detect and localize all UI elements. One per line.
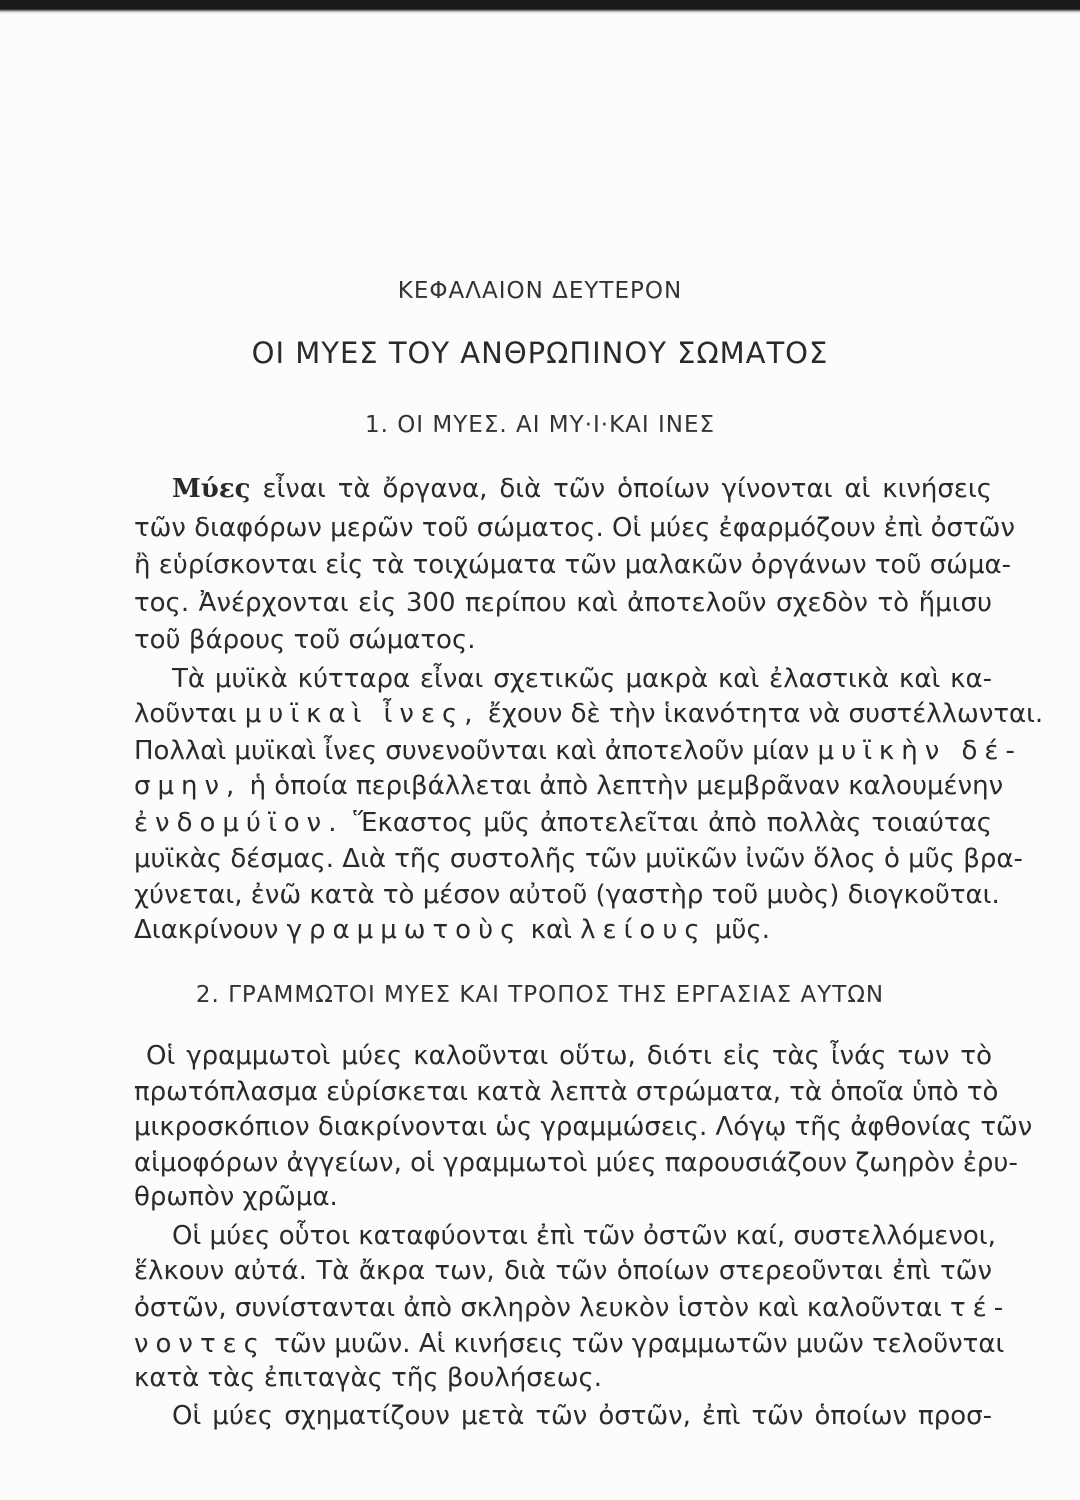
- text-line: τος. Ἀνέρχονται εἰς 300 περίπου καὶ ἀποτελοῦν σχεδὸν τὸ ἥμισυ: [134, 588, 992, 618]
- text-line: Πολλαὶ μυϊκαὶ ἶνες συνενοῦνται καὶ ἀποτελοῦν μίαν μυϊκὴν δέ-: [134, 736, 1022, 766]
- spaced-term: μυϊκαὶ ἶνες,: [244, 699, 480, 729]
- text-line: ἢ εὑρίσκονται εἰς τὰ τοιχώματα τῶν μαλακῶν ὀργάνων τοῦ σώμα-: [134, 550, 1012, 580]
- text-line: μυϊκὰς δέσμας. Διὰ τῆς συστολῆς τῶν μυϊκῶν ἰνῶν ὅλος ὁ μῦς βρα-: [134, 844, 1023, 874]
- text-line: αἱμοφόρων ἀγγείων, οἱ γραμμωτοὶ μύες παρουσιάζουν ζωηρὸν ἐρυ-: [134, 1148, 1018, 1178]
- spaced-term: λείους: [580, 915, 707, 945]
- text-line: τοῦ βάρους τοῦ σώματος.: [134, 625, 476, 655]
- text-line: κατὰ τὰς ἐπιταγὰς τῆς βουλήσεως.: [134, 1363, 603, 1393]
- text-line: ἐνδομύϊον. Ἕκαστος μῦς ἀποτελεῖται ἀπὸ πολλὰς τοιαύτας: [134, 808, 992, 838]
- spaced-term: σμην,: [134, 771, 242, 801]
- text-line: Διακρίνουν γραμμωτοὺς καὶ λείους μῦς.: [134, 915, 771, 945]
- text-line: χύνεται, ἐνῶ κατὰ τὸ μέσον αὐτοῦ (γαστὴρ τοῦ μυὸς) διογκοῦται.: [134, 880, 1000, 910]
- text-line: Οἱ γραμμωτοὶ μύες καλοῦνται οὕτω, διότι εἰς τὰς ἶνάς των τὸ: [146, 1041, 992, 1071]
- spaced-term: νοντες: [134, 1329, 266, 1359]
- section-1-heading: 1. ΟΙ ΜΥΕΣ. ΑΙ ΜΥ·Ι·ΚΑΙ ΙΝΕΣ: [364, 412, 716, 438]
- section-2-heading: 2. ΓΡΑΜΜΩΤΟΙ ΜΥΕΣ ΚΑΙ ΤΡΟΠΟΣ ΤΗΣ ΕΡΓΑΣΙΑΣ ΑΥΤΩΝ: [195, 982, 885, 1008]
- text-line: θρωπὸν χρῶμα.: [134, 1182, 338, 1212]
- text-line: λοῦνται μυϊκαὶ ἶνες, ἔχουν δὲ τὴν ἱκανότητα νὰ συστέλλωνται.: [134, 699, 1044, 729]
- text-line: ἕλκουν αὐτά. Τὰ ἄκρα των, διὰ τῶν ὁποίων στερεοῦνται ἐπὶ τῶν: [134, 1256, 992, 1286]
- spaced-term: γραμμωτοὺς: [286, 915, 523, 945]
- scan-top-edge: [0, 0, 1080, 14]
- spaced-term: ἐνδομύϊον.: [134, 808, 344, 838]
- chapter-heading: ΚΕΦΑΛΑΙΟΝ ΔΕΥΤΕΡΟΝ: [397, 278, 683, 304]
- text-line: μικροσκόπιον διακρίνονται ὡς γραμμώσεις. Λόγῳ τῆς ἀφθονίας τῶν: [134, 1112, 1033, 1142]
- text-line: Τὰ μυϊκὰ κύτταρα εἶναι σχετικῶς μακρὰ καὶ ἐλαστικὰ καὶ κα-: [172, 664, 992, 694]
- spaced-term: τέ-: [950, 1293, 1011, 1323]
- text-line: τῶν διαφόρων μερῶν τοῦ σώματος. Οἱ μύες ἐφαρμόζουν ἐπὶ ὀστῶν: [134, 513, 1015, 543]
- text-line: Οἱ μύες οὗτοι καταφύονται ἐπὶ τῶν ὀστῶν καί, συστελλόμενοι,: [172, 1221, 996, 1251]
- text-line: νοντες τῶν μυῶν. Αἱ κινήσεις τῶν γραμμωτῶν μυῶν τελοῦνται: [134, 1329, 1005, 1359]
- page-title: ΟΙ ΜΥΕΣ ΤΟΥ ΑΝΘΡΩΠΙΝΟΥ ΣΩΜΑΤΟΣ: [251, 336, 829, 370]
- text-line: Μύες εἶναι τὰ ὄργανα, διὰ τῶν ὁποίων γίνονται αἱ κινήσεις: [172, 474, 992, 504]
- text-line: Οἱ μύες σχηματίζουν μετὰ τῶν ὀστῶν, ἐπὶ τῶν ὁποίων προσ-: [172, 1401, 992, 1431]
- text-line: σμην, ἡ ὁποία περιβάλλεται ἀπὸ λεπτὴν μεμβρᾶναν καλουμένην: [134, 771, 1004, 801]
- text-line: ὀστῶν, συνίστανται ἀπὸ σκληρὸν λευκὸν ἱστὸν καὶ καλοῦνται τέ-: [134, 1293, 1011, 1323]
- bold-term: Μύες: [172, 474, 251, 504]
- text-line: πρωτόπλασμα εὑρίσκεται κατὰ λεπτὰ στρώματα, τὰ ὁποῖα ὑπὸ τὸ: [134, 1077, 999, 1107]
- spaced-term: μυϊκὴν δέ-: [817, 736, 1022, 766]
